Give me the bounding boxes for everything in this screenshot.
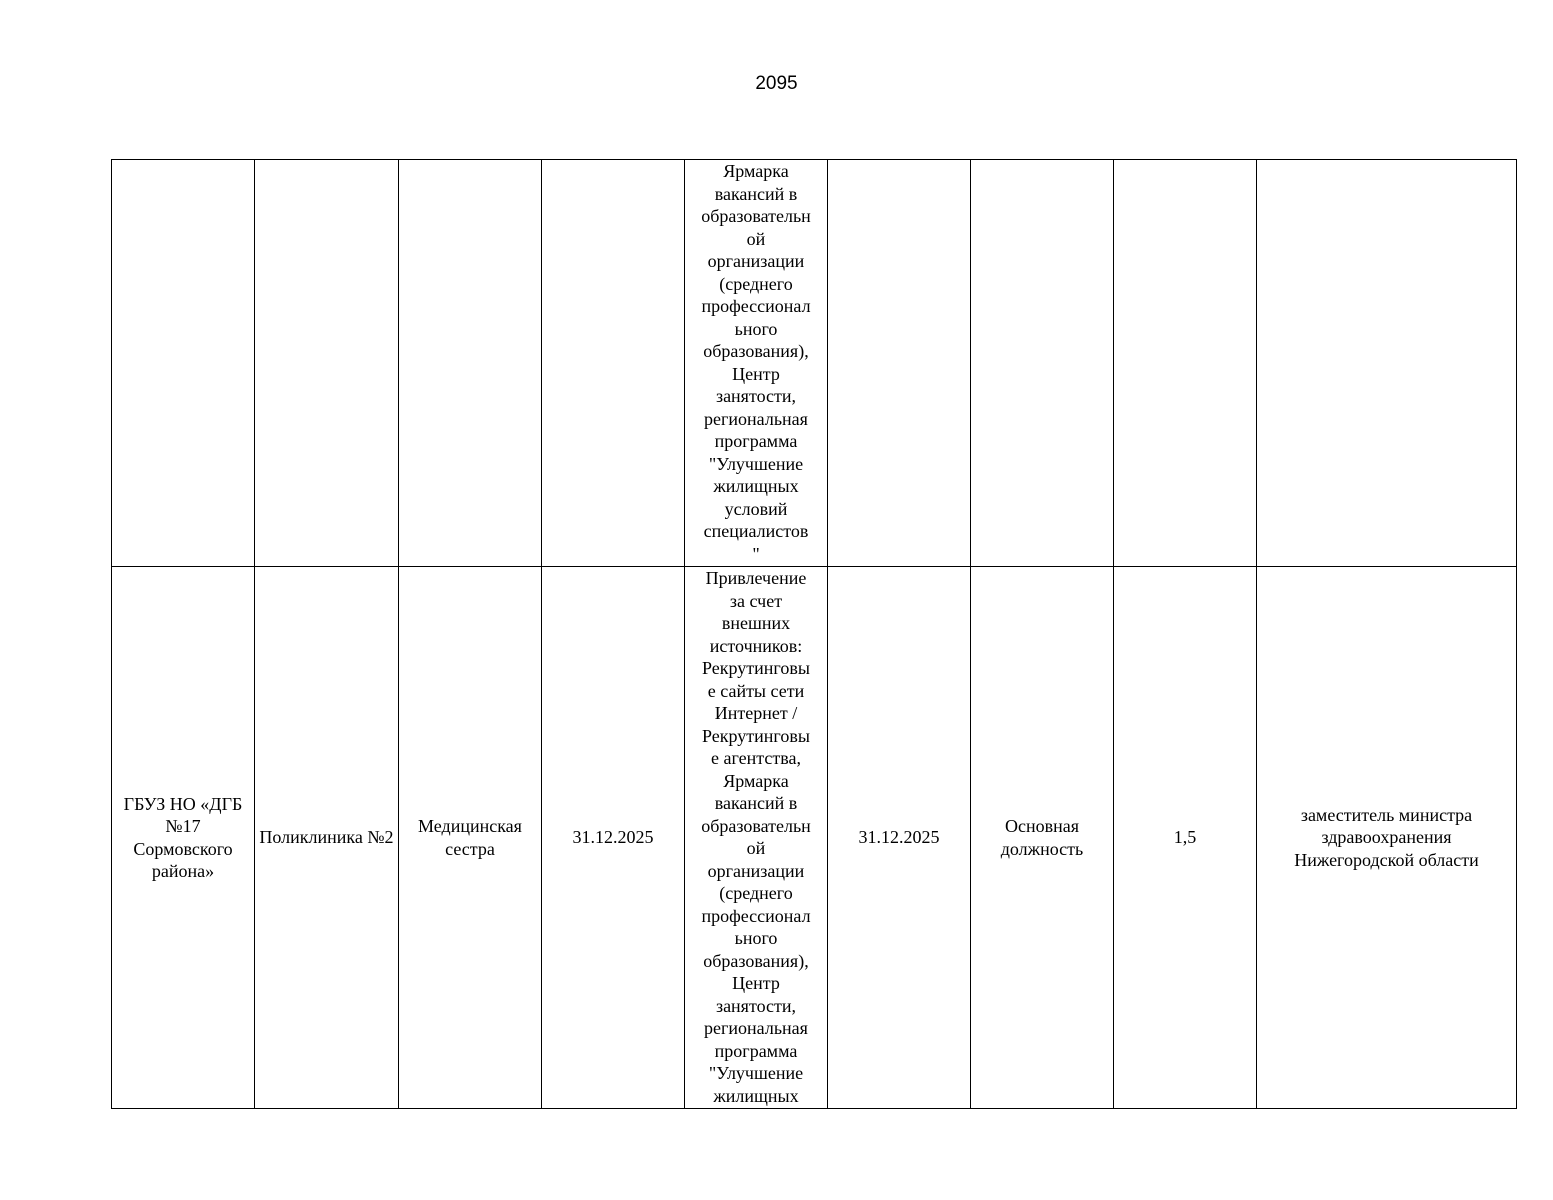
- department-cell: Поликлиника №2: [255, 567, 399, 1109]
- institution-cell: [112, 160, 255, 567]
- employment-type-cell: Основная должность: [971, 567, 1114, 1109]
- date-end-cell: 31.12.2025: [828, 567, 971, 1109]
- page-number: 2095: [755, 73, 798, 94]
- position-cell: [399, 160, 542, 567]
- staffing-table: [111, 159, 1517, 1109]
- responsible-cell: [1257, 160, 1517, 567]
- recruitment-methods-cell: Привлечение за счет внешних источников: Рекрутинговы е сайты сети Интернет / Рекрутинговы е агентства, Ярмарка вакансий в образовательн ой организации (среднего профессионал ьного образования), Центр занятости, региональная программа "Улучшение жилищных: [685, 567, 828, 1109]
- table-row: [112, 160, 1517, 567]
- date-end-cell: [828, 160, 971, 567]
- table-row: [112, 567, 1517, 1109]
- rate-cell: 1,5: [1114, 567, 1257, 1109]
- position-cell: Медицинская сестра: [399, 567, 542, 1109]
- date-start-cell: [542, 160, 685, 567]
- responsible-cell: заместитель министра здравоохранения Нижегородской области: [1257, 567, 1517, 1109]
- date-start-cell: 31.12.2025: [542, 567, 685, 1109]
- department-cell: [255, 160, 399, 567]
- rate-cell: [1114, 160, 1257, 567]
- institution-cell: ГБУЗ НО «ДГБ №17 Сормовского района»: [112, 567, 255, 1109]
- recruitment-methods-cell: Ярмарка вакансий в образовательн ой организации (среднего профессионал ьного образования), Центр занятости, региональная программа "Улучшение жилищных условий специалистов ": [685, 160, 828, 567]
- employment-type-cell: [971, 160, 1114, 567]
